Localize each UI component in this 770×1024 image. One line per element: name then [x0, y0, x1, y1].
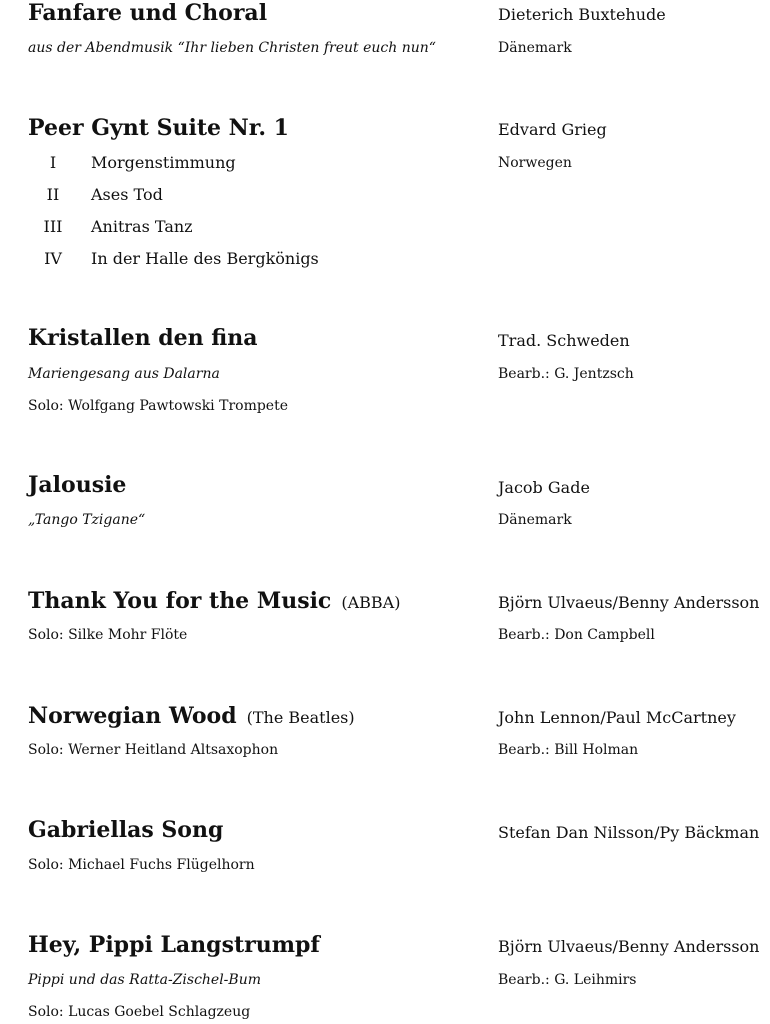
- piece-solo: Solo: Lucas Goebel Schlagzeug: [28, 1004, 251, 1020]
- piece-title: [28, 588, 400, 616]
- piece-title: Gabriellas Song: [28, 817, 224, 843]
- piece-subtitle: Pippi und das Ratta-Zischel-Bum: [28, 972, 261, 988]
- piece-title-note: (The Beatles): [246, 708, 355, 727]
- movement-title: Ases Tod: [91, 185, 163, 204]
- piece-arranger: Bearb.: G. Leihmirs: [498, 972, 637, 988]
- piece-title: Peer Gynt Suite Nr. 1: [28, 115, 289, 141]
- piece-composer: Björn Ulvaeus/Benny Andersson: [498, 937, 760, 956]
- piece-arranger: Bearb.: G. Jentzsch: [498, 366, 634, 382]
- piece-subtitle: Mariengesang aus Dalarna: [28, 366, 220, 382]
- movement-title: Morgenstimmung: [91, 153, 236, 172]
- piece-arranger: Bearb.: Bill Holman: [498, 742, 639, 758]
- piece-composer: Dieterich Buxtehude: [498, 5, 666, 24]
- movement-number: I: [49, 153, 57, 172]
- piece-solo: Solo: Wolfgang Pawtowski Trompete: [28, 398, 289, 414]
- piece-solo: Solo: Silke Mohr Flöte: [28, 627, 188, 643]
- movement-number: IV: [44, 249, 62, 268]
- piece-title: Hey, Pippi Langstrumpf: [28, 932, 320, 958]
- piece-solo: Solo: Werner Heitland Altsaxophon: [28, 742, 279, 758]
- piece-solo: Solo: Michael Fuchs Flügelhorn: [28, 857, 255, 873]
- piece-composer: John Lennon/Paul McCartney: [498, 708, 736, 727]
- piece-title: Fanfare und Choral: [28, 0, 268, 26]
- piece-title: [28, 703, 355, 731]
- movement-number: III: [43, 217, 63, 236]
- movement-number: II: [46, 185, 60, 204]
- piece-origin: Dänemark: [498, 512, 572, 528]
- piece-title-text: Norwegian Wood: [28, 703, 237, 729]
- piece-composer: Edvard Grieg: [498, 120, 607, 139]
- piece-composer: Jacob Gade: [498, 478, 590, 497]
- piece-title: Kristallen den fina: [28, 325, 258, 351]
- piece-subtitle: „Tango Tzigane“: [28, 512, 146, 528]
- piece-title-note: (ABBA): [341, 593, 401, 612]
- piece-composer: Stefan Dan Nilsson/Py Bäckman: [498, 823, 760, 842]
- piece-title: Jalousie: [28, 472, 127, 498]
- piece-title-text: Thank You for the Music: [28, 588, 332, 614]
- piece-composer: Björn Ulvaeus/Benny Andersson: [498, 593, 760, 612]
- piece-origin: Dänemark: [498, 40, 572, 56]
- movement-title: Anitras Tanz: [91, 217, 193, 236]
- piece-origin: Norwegen: [498, 155, 572, 171]
- piece-composer: Trad. Schweden: [498, 331, 630, 350]
- movement-title: In der Halle des Bergkönigs: [91, 249, 319, 268]
- piece-arranger: Bearb.: Don Campbell: [498, 627, 655, 643]
- piece-subtitle: aus der Abendmusik “Ihr lieben Christen freut euch nun“: [28, 40, 436, 56]
